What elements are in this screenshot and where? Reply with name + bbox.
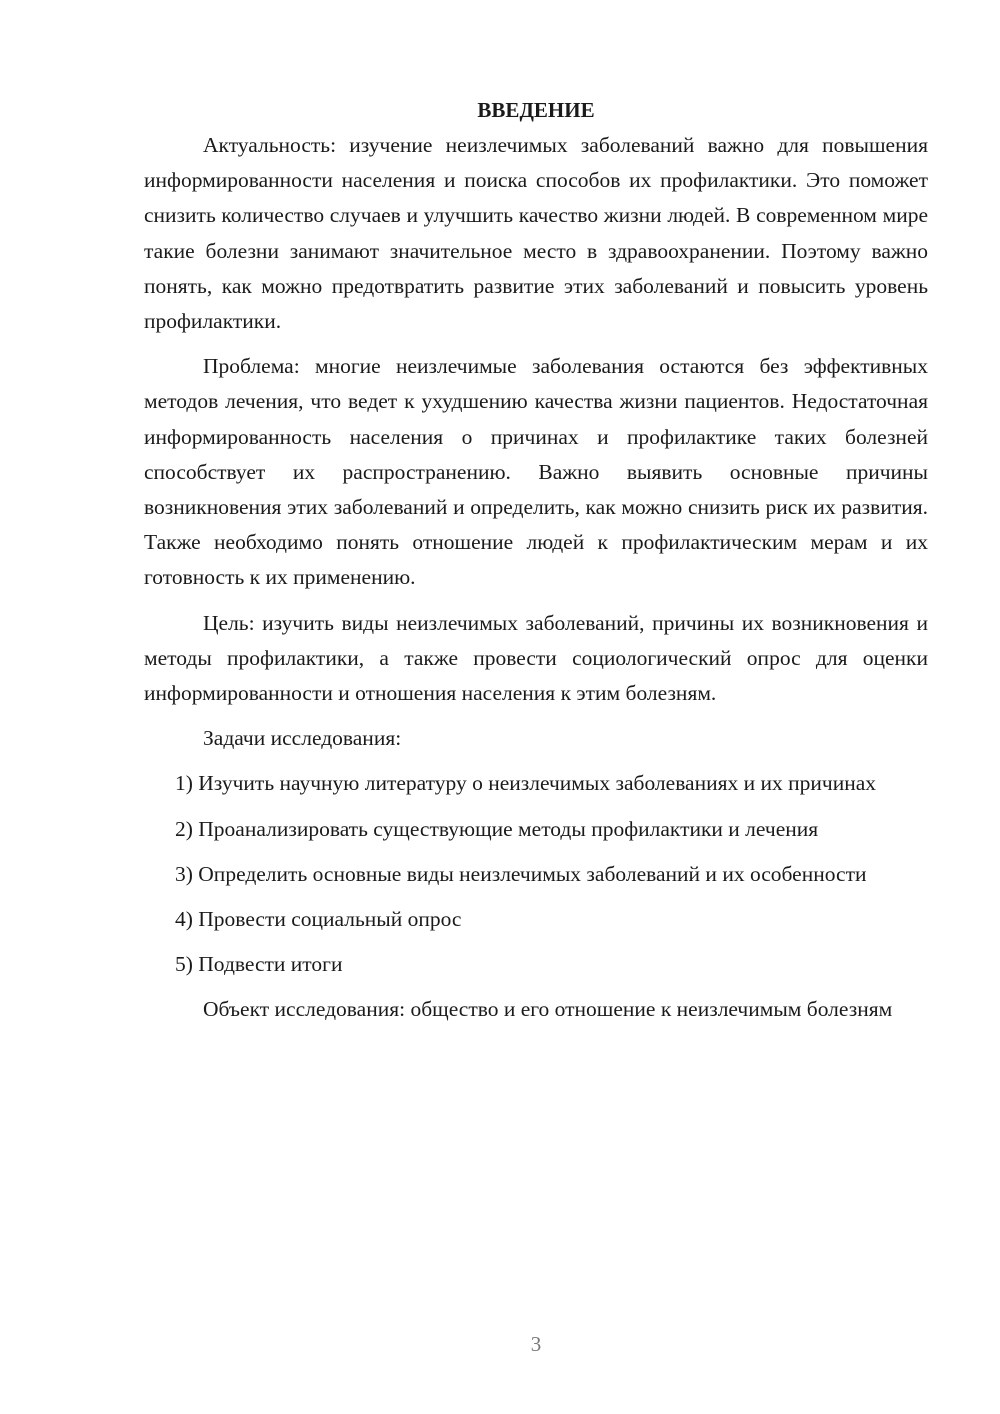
tasks-list — [144, 766, 928, 982]
problem-paragraph: Проблема: многие неизлечимые заболевания остаются без эффективных методов лечения, что ведет к ухудшению качества жизни пациентов. Недостаточная информированность населения о причинах и профилактике таких болезней способствует их распространению. Важно выявить основные причины возникновения этих заболеваний и определить, как можно снизить риск их развития. Также необходимо понять отношение людей к профилактическим мерам и их готовность к их применению. — [144, 354, 928, 590]
task-item: 4) Провести социальный опрос — [175, 907, 462, 932]
page-number: 3 — [530, 1332, 542, 1356]
goal-paragraph: Цель: изучить виды неизлечимых заболеваний, причины их возникновения и методы профилактики, а также провести социологический опрос для оценки информированности и отношения населения к этим болезням. — [144, 610, 928, 706]
task-item: 1) Изучить научную литературу о неизлечимых заболеваниях и их причинах — [175, 771, 877, 796]
task-item: 2) Проанализировать существующие методы профилактики и лечения — [175, 816, 819, 841]
task-item: 3) Определить основные виды неизлечимых заболеваний и их особенности — [175, 861, 867, 886]
section-heading: ВВЕДЕНИЕ — [477, 98, 595, 122]
task-item: 5) Подвести итоги — [175, 952, 343, 977]
object-paragraph: Объект исследования: общество и его отношение к неизлечимым болезням — [203, 997, 893, 1022]
page-content — [144, 92, 928, 1038]
tasks-heading: Задачи исследования: — [203, 726, 402, 751]
relevance-paragraph: Актуальность: изучение неизлечимых заболеваний важно для повышения информированности населения и поиска способов их профилактики. Это поможет снизить количество случаев и улучшить качество жизни людей. В современном мире такие болезни занимают значительное место в здравоохранении. Поэтому важно понять, как можно предотвратить развитие этих заболеваний и повысить уровень профилактики. — [144, 133, 928, 334]
